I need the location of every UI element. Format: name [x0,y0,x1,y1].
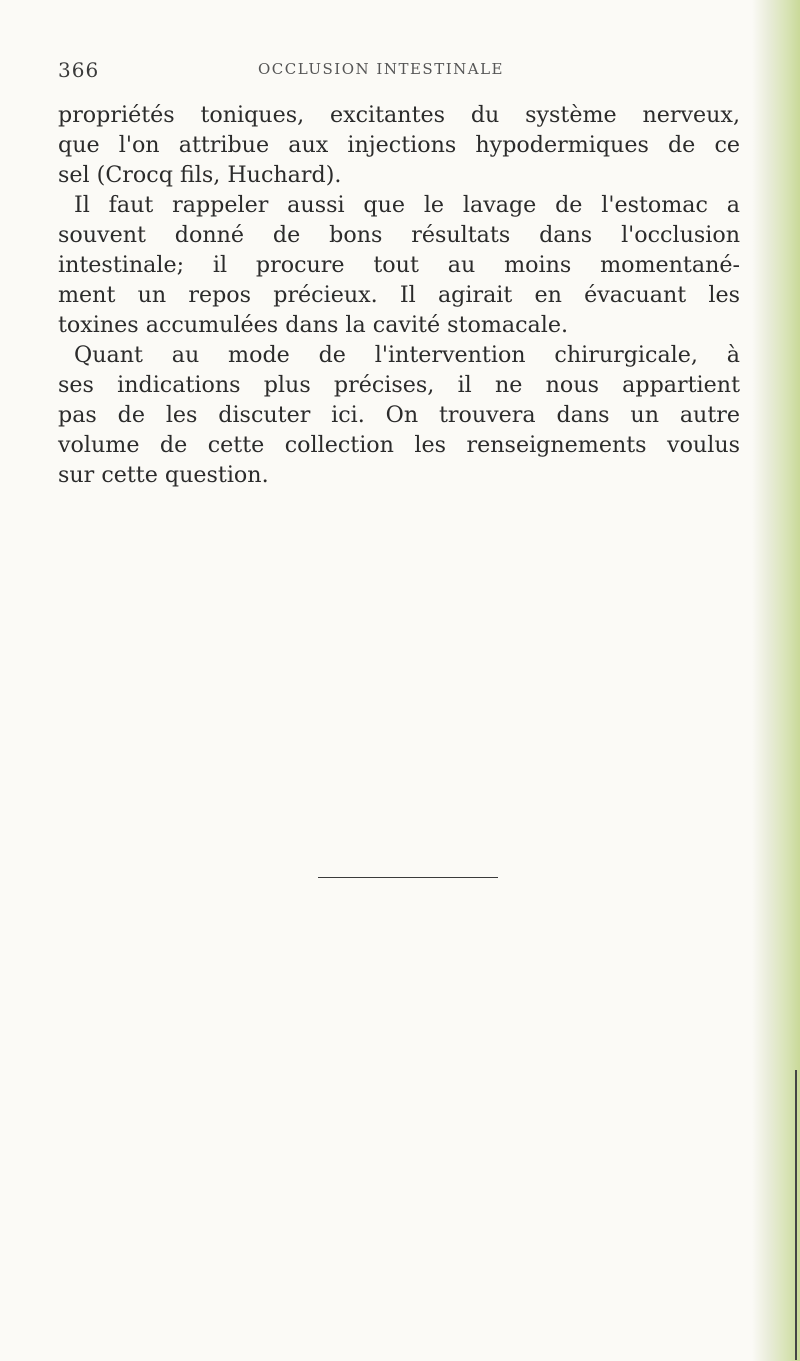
page-header [58,58,738,88]
text-line: toxines accumulées dans la cavité stomacale. [58,312,569,338]
text-line: pas de les discuter ici. On trouvera dans un autre [58,402,740,428]
text-line: ment un repos précieux. Il agirait en évacuant les [58,282,740,308]
text-line: Il faut rappeler aussi que le lavage de l'estomac a [74,192,740,218]
page-edge-stain [752,0,800,1361]
text-line: que l'on attribue aux injections hypodermiques de ce [58,132,740,158]
text-line: sel (Crocq fils, Huchard). [58,162,342,188]
text-line: sur cette question. [58,462,269,488]
text-line: volume de cette collection les renseignements voulus [58,432,740,458]
body-text [58,100,740,490]
text-line: Quant au mode de l'intervention chirurgicale, à [74,342,740,368]
page-number: 366 [58,58,100,82]
text-line: intestinale; il procure tout au moins momentané- [58,252,740,278]
running-title: OCCLUSION INTESTINALE [258,60,505,78]
page-edge-line [795,1070,797,1360]
end-rule [318,877,498,878]
text-line: ses indications plus précises, il ne nous appartient [58,372,740,398]
text-line: propriétés toniques, excitantes du système nerveux, [58,102,740,128]
text-line: souvent donné de bons résultats dans l'occlusion [58,222,740,248]
